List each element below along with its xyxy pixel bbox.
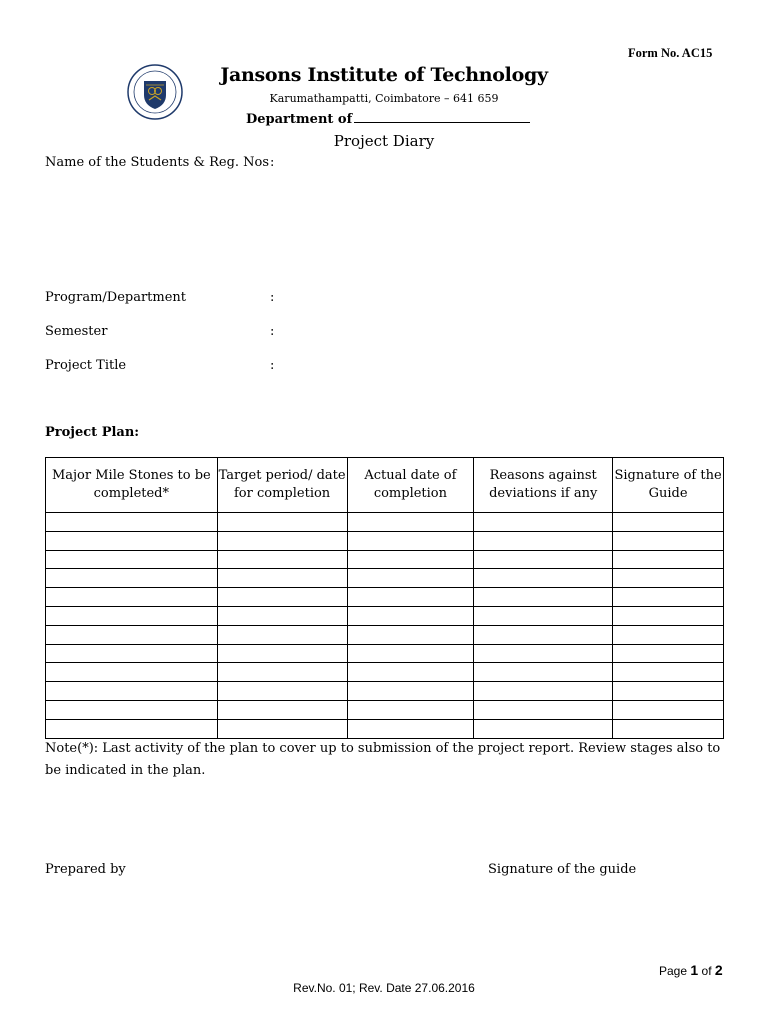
department-label: Department of — [246, 112, 353, 127]
table-cell — [474, 682, 613, 701]
table-cell — [613, 625, 724, 644]
table-cell — [474, 550, 613, 569]
table-cell — [347, 663, 474, 682]
table-row — [46, 550, 724, 569]
table-row — [46, 588, 724, 607]
table-cell — [347, 531, 474, 550]
table-row — [46, 531, 724, 550]
table-cell — [217, 569, 347, 588]
table-cell — [613, 719, 724, 738]
institute-address: Karumathampatti, Coimbatore – 641 659 — [269, 92, 499, 105]
col-target-period: Target period/ date for completion — [217, 458, 347, 513]
project-plan-heading: Project Plan: — [45, 425, 140, 440]
table-cell — [474, 663, 613, 682]
table-row — [46, 663, 724, 682]
table-cell — [217, 625, 347, 644]
table-row — [46, 625, 724, 644]
institute-name-row — [0, 64, 768, 86]
table-cell — [613, 606, 724, 625]
form-number: Form No. AC15 — [628, 46, 713, 60]
table-cell — [217, 513, 347, 532]
table-cell — [217, 606, 347, 625]
table-cell — [474, 588, 613, 607]
table-cell — [46, 625, 218, 644]
page-total: 2 — [714, 962, 723, 978]
table-cell — [217, 644, 347, 663]
field-students-label: Name of the Students & Reg. Nos — [45, 155, 270, 170]
field-program-label: Program/Department — [45, 290, 187, 305]
table-cell — [613, 531, 724, 550]
field-program-colon: : — [270, 290, 275, 305]
table-cell — [347, 606, 474, 625]
table-cell — [46, 606, 218, 625]
col-guide-signature: Signature of the Guide — [613, 458, 724, 513]
field-semester-label: Semester — [45, 324, 108, 339]
table-cell — [46, 550, 218, 569]
project-plan-table — [45, 457, 724, 739]
col-actual-date: Actual date of completion — [347, 458, 474, 513]
table-cell — [613, 588, 724, 607]
table-cell — [217, 700, 347, 719]
table-cell — [46, 700, 218, 719]
table-cell — [46, 719, 218, 738]
institute-name: Jansons Institute of Technology — [220, 64, 548, 86]
page-number — [659, 962, 723, 978]
table-cell — [347, 625, 474, 644]
table-row — [46, 606, 724, 625]
table-cell — [613, 513, 724, 532]
field-students-colon: : — [270, 155, 275, 170]
table-row — [46, 644, 724, 663]
table-cell — [347, 569, 474, 588]
table-cell — [217, 663, 347, 682]
table-cell — [46, 588, 218, 607]
table-cell — [217, 588, 347, 607]
table-cell — [474, 625, 613, 644]
table-cell — [613, 569, 724, 588]
table-cell — [347, 700, 474, 719]
table-cell — [46, 531, 218, 550]
table-row — [46, 513, 724, 532]
department-blank-line — [354, 110, 530, 123]
revision-info: Rev.No. 01; Rev. Date 27.06.2016 — [293, 981, 475, 995]
table-cell — [613, 550, 724, 569]
field-project-title-label: Project Title — [45, 358, 127, 373]
table-cell — [474, 719, 613, 738]
table-cell — [474, 531, 613, 550]
field-semester-colon: : — [270, 324, 275, 339]
table-row — [46, 682, 724, 701]
table-cell — [474, 513, 613, 532]
prepared-by-label: Prepared by — [45, 862, 126, 877]
page-current: 1 — [690, 962, 699, 978]
field-project-title-colon: : — [270, 358, 275, 373]
table-cell — [474, 644, 613, 663]
page-of: of — [701, 964, 712, 978]
table-cell — [347, 588, 474, 607]
col-reasons: Reasons against deviations if any — [474, 458, 613, 513]
table-cell — [217, 531, 347, 550]
table-cell — [613, 682, 724, 701]
table-header-row — [46, 458, 724, 513]
table-cell — [217, 550, 347, 569]
table-cell — [474, 700, 613, 719]
table-cell — [46, 569, 218, 588]
table-cell — [347, 513, 474, 532]
table-cell — [347, 682, 474, 701]
col-milestones: Major Mile Stones to be completed* — [46, 458, 218, 513]
table-cell — [613, 644, 724, 663]
table-cell — [474, 569, 613, 588]
plan-note: Note(*): Last activity of the plan to cover up to submission of the project report. Review stages also to be indicated in the plan. — [45, 741, 721, 778]
table-cell — [217, 682, 347, 701]
table-cell — [46, 513, 218, 532]
table-cell — [46, 663, 218, 682]
table-row — [46, 719, 724, 738]
table-cell — [46, 682, 218, 701]
table-body — [46, 513, 724, 739]
table-cell — [347, 550, 474, 569]
table-cell — [347, 644, 474, 663]
guide-signature-label: Signature of the guide — [488, 862, 637, 877]
table-row — [46, 700, 724, 719]
document-title: Project Diary — [333, 132, 435, 150]
table-row — [46, 569, 724, 588]
table-cell — [613, 700, 724, 719]
department-row — [246, 110, 530, 127]
table-cell — [474, 606, 613, 625]
table-cell — [217, 719, 347, 738]
table-cell — [347, 719, 474, 738]
table-cell — [46, 644, 218, 663]
page-word: Page — [659, 964, 688, 978]
table-cell — [613, 663, 724, 682]
